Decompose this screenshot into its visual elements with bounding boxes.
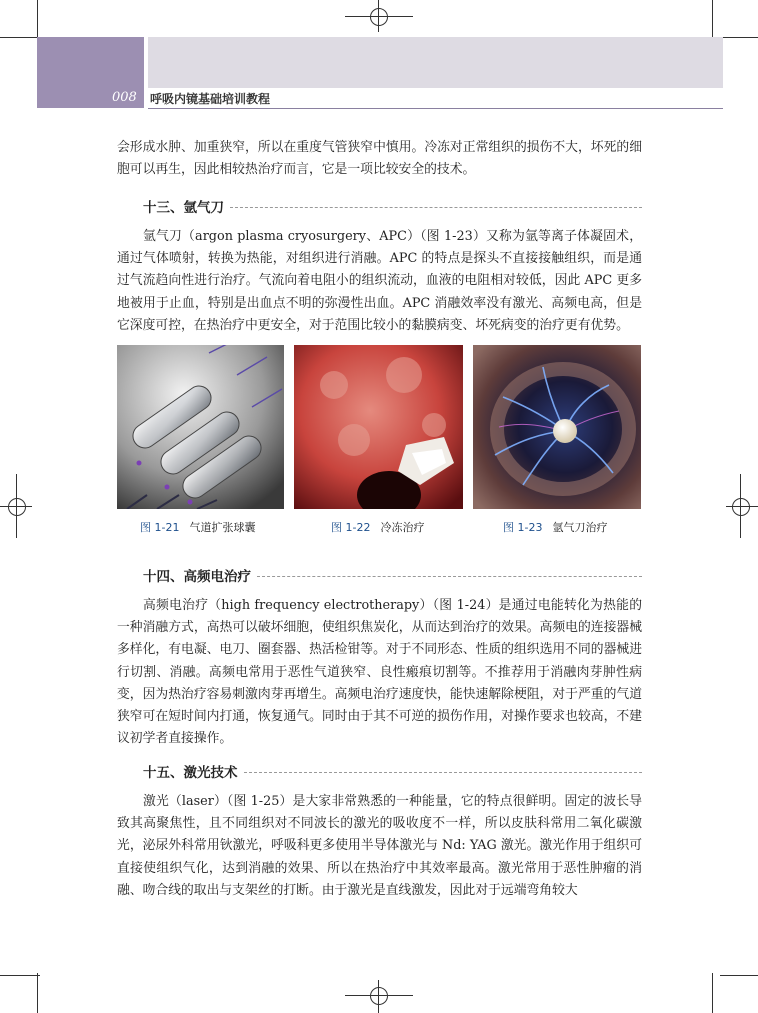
- section-heading-14: [117, 564, 642, 586]
- registration-mark: [370, 987, 388, 1005]
- figure-number: 图 1-22: [331, 521, 371, 534]
- figure-caption: [140, 519, 255, 535]
- dashed-rule: [230, 207, 642, 208]
- registration-mark: [732, 498, 750, 516]
- crop-mark: [37, 973, 38, 1013]
- crop-mark: [0, 975, 40, 976]
- header-gray-band: [148, 37, 723, 88]
- crop-mark: [712, 973, 713, 1013]
- crop-mark: [712, 0, 713, 40]
- figure-caption: [503, 519, 607, 535]
- figure-number: 图 1-21: [140, 521, 180, 534]
- registration-mark: [378, 980, 379, 1013]
- header-rule: [148, 108, 723, 109]
- crop-mark: [0, 37, 40, 38]
- registration-mark: [8, 498, 26, 516]
- registration-mark: [345, 16, 413, 17]
- balloon-catheter-photo: [117, 345, 284, 509]
- apc-plasma-photo: [473, 345, 641, 509]
- section-title: 十五、激光技术: [143, 765, 238, 781]
- figure-caption: [331, 519, 424, 535]
- section14-paragraph: 高频电治疗（high frequency electrotherapy）（图 1-24）是通过电能转化为热能的一种消融方式，高热可以破坏细胞，使组织焦炭化，从而达到治疗的效果。高频电的连接器械多样化，有电凝、电刀、圈套器、热活检钳等。对于不同形态、性质的组织选用不同的器械进行切割、消融。高频电常用于恶性气道狭窄、良性瘢痕切割等。不推荐用于消融肉芽肿性病变，因为热治疗容易刺激肉芽再增生。高频电治疗速度快，能快速解除梗阻，对于严重的气道狭窄可在短时间内打通，恢复通气。同时由于其不可逆的损伤作用，对操作要求也较高，不建议初学者直接操作。: [117, 598, 642, 747]
- registration-mark: [740, 474, 741, 538]
- registration-mark: [16, 474, 17, 538]
- figure-number: 图 1-23: [503, 521, 543, 534]
- registration-mark: [726, 506, 758, 507]
- registration-mark: [370, 8, 388, 26]
- figure-caption-text: 冷冻治疗: [380, 521, 425, 534]
- section-heading-13: [117, 195, 642, 217]
- running-header-title: 呼吸内镜基础培训教程: [150, 92, 271, 106]
- intro-paragraph: 会形成水肿、加重狭窄，所以在重度气管狭窄中慎用。冷冻对正常组织的损伤不大，坏死的细胞可以再生，因此相较热治疗而言，它是一项比较安全的技术。: [117, 140, 642, 178]
- section-heading-15: [117, 760, 642, 782]
- section-title: 十四、高频电治疗: [143, 569, 251, 585]
- dashed-rule: [244, 772, 643, 773]
- registration-mark: [345, 995, 413, 996]
- dashed-rule: [257, 576, 642, 577]
- figure-caption-text: 气道扩张球囊: [189, 521, 256, 534]
- crop-mark: [37, 0, 38, 40]
- section15-paragraph: 激光（laser）（图 1-25）是大家非常熟悉的一种能量，它的特点很鲜明。固定的波长导致其高聚焦性，且不同组织对不同波长的激光的吸收度不一样，所以皮肤科常用二氧化碳激光，泌尿外科常用钬激光，呼吸科更多使用半导体激光与 Nd: YAG 激光。激光作用于组织可直接使组织气化，达到消融的效果、所以在热治疗中其效率最高。激光常用于恶性肿瘤的消融、吻合线的取出与支架丝的打断。由于激光是直线激发，因此对于远端弯角较大: [117, 794, 642, 898]
- cryotherapy-endoscopy-photo: [294, 345, 463, 509]
- page-number: 008: [112, 90, 137, 105]
- crop-mark: [720, 37, 758, 38]
- crop-mark: [720, 975, 758, 976]
- section-title: 十三、氩气刀: [143, 200, 224, 216]
- section13-paragraph: 氩气刀（argon plasma cryosurgery、APC）（图 1-23）又称为氩等离子体凝固术，通过气体喷射，转换为热能，对组织进行消融。APC 的特点是探头不直接接触组织，而是通过气流趋向性进行治疗。气流向着电阻小的组织流动，血液的电阻相对较低，因此 APC 更多地被用于止血，特别是出血点不明的弥漫性出血。APC 消融效率没有激光、高频电高，但是它深度可控，在热治疗中更安全，对于范围比较小的黏膜病变、坏死病变的治疗更有优势。: [117, 229, 642, 333]
- figure-caption-text: 氩气刀治疗: [552, 521, 608, 534]
